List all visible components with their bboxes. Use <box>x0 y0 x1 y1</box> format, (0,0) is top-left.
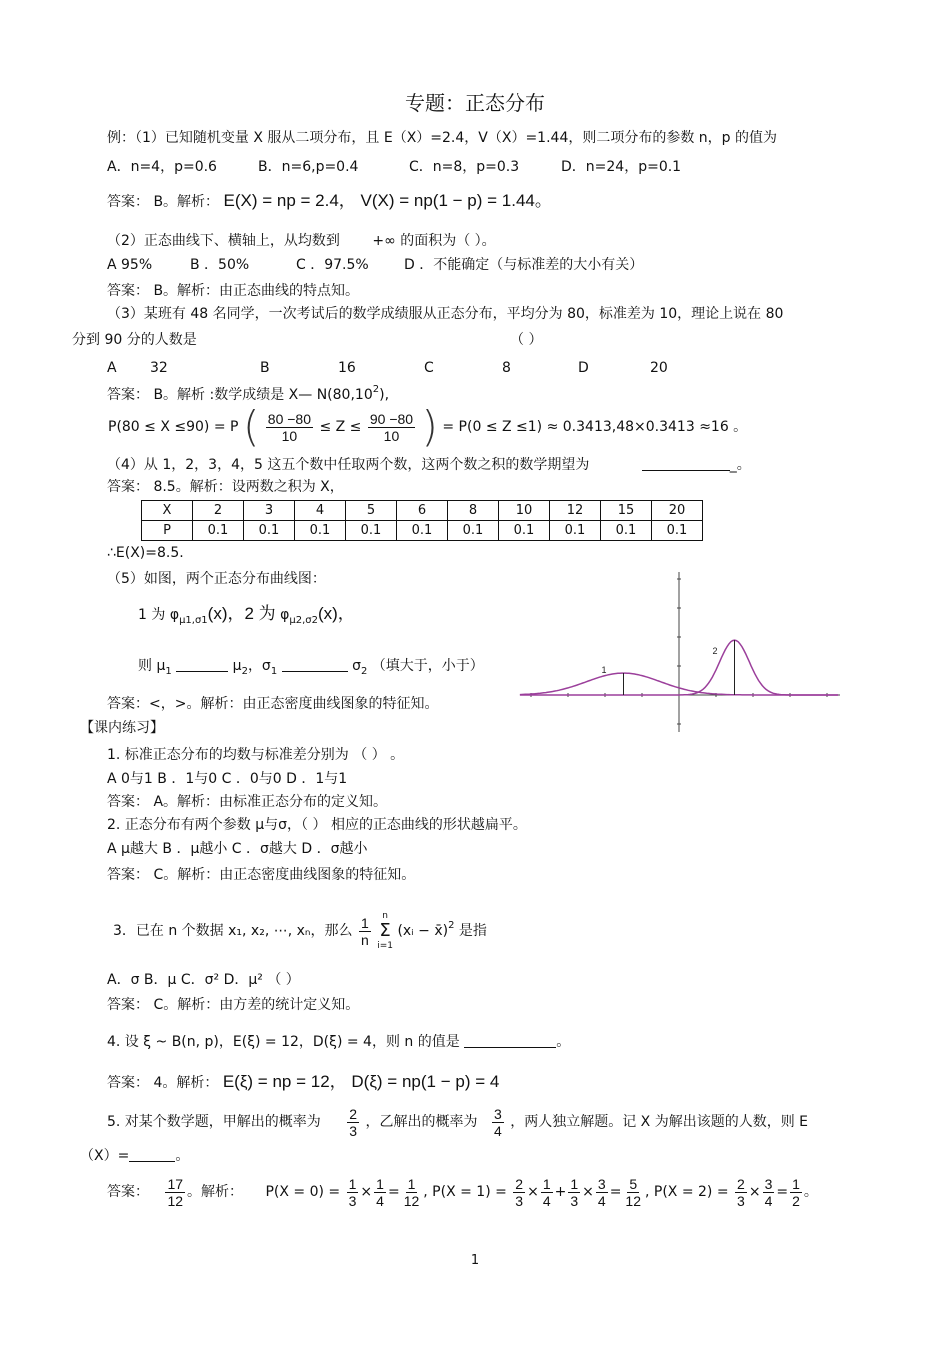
ex3-probability-formula: P(80 ≤ X ≤90) = P ( $\frac{80 -80}{10}$ ≤ Z ≤ $\frac{90 -80}{10}$ ) = P(0 ≤ Z ≤1) ≈ 0.3413,48×0.3413 ≈16 。 <box>108 402 748 451</box>
ex2-question: （2）正态曲线下、横轴上，从均数到 +∞ 的面积为（ ）。 <box>107 233 496 249</box>
p4-question: 4. 设 ξ ~ B(n, p)，E(ξ) = 12，D(ξ) = 4，则 n 的值是 。 <box>107 1034 571 1050</box>
sum-symbol: n Σ i=1 <box>377 911 393 951</box>
curve-2-label: 2 <box>712 646 718 657</box>
fraction: $\frac{2}{3}$ <box>349 1105 358 1139</box>
ex5-curve-defs: 1 为 $\varphi_{\mu 1,\sigma 1}(x)$，2 为 $\varphi_{\mu 2,\sigma 2}(x)$， <box>138 604 355 626</box>
fraction: $\frac{1}{n}$ <box>360 914 369 948</box>
ex1-question: 例：（1）已知随机变量 X 服从二项分布，且 E（X）=2.4，V（X）=1.44，则二项分布的参数 n，p 的值为 <box>107 130 778 146</box>
ex3-answer: 答案： B。解析 :数学成绩是 X— N(80,10$^2$), <box>107 384 390 403</box>
fraction: $\frac{1}{4}$ <box>542 1175 551 1209</box>
ex5-compare: 则 $\mu_1$ $\mu_2$，$\sigma_1$ $\sigma_2$ （填大于，小于） <box>138 658 484 677</box>
fraction: $\frac{1}{3}$ <box>570 1175 579 1209</box>
p5-question: 5. 对某个数学题，甲解出的概率为 $\frac{2}{3}$ ，乙解出的概率为 $\frac{3}{4}$ ，两人独立解题。记 X 为解出该题的人数，则 E <box>107 1105 809 1139</box>
answer-blank[interactable] <box>282 657 348 672</box>
fraction: $\frac{90 -80}{10}$ <box>369 410 414 444</box>
ex1-answer: 答案： B。解析： E(X) = np = 2.4， V(X) = np(1 − p) = 1.44。 <box>107 191 552 210</box>
page-number: 1 <box>470 1253 480 1268</box>
ex3-option-c-value: 8 <box>502 360 511 376</box>
p5-answer: 答案： $\frac{17}{12}$ 。解析： P(X = 0) = $\frac{1}{3}$ × $\frac{1}{4}$ = $\frac{1}{12}$ , P(X = 1) = $\frac{2}{3}$ × $\frac{1}{4}$ + $\frac{1}{3}$ × $\frac{3}{4}$ = $\frac{5}{12}$ , P(X = 2) = $\frac{2}{3}$ × $\frac{3}{4}$ = $\frac{1}{2}$ 。 <box>107 1175 818 1209</box>
answer-blank[interactable] <box>464 1033 556 1048</box>
ex1-option-a: A．n=4，p=0.6 <box>107 159 217 175</box>
p1-answer: 答案： A。解析：由标准正态分布的定义知。 <box>107 794 388 810</box>
p1-question: 1. 标准正态分布的均数与标准差分别为 （ ） 。 <box>107 747 405 763</box>
p2-question: 2. 正态分布有两个参数 μ与σ，（ ） 相应的正态曲线的形状越扁平。 <box>107 817 527 833</box>
p1-options: A 0与1 B ．1与0 C ．0与0 D ．1与1 <box>107 771 348 787</box>
fraction: $\frac{80 -80}{10}$ <box>267 410 311 444</box>
ex2-option-d: D ．不能确定（与标准差的大小有关） <box>404 257 644 273</box>
ex1-option-c: C．n=8，p=0.3 <box>409 159 520 175</box>
fraction: $\frac{1}{3}$ <box>348 1175 357 1209</box>
p4-answer: 答案： 4。解析： E(ξ) = np = 12， D(ξ) = np(1 − p) = 4 <box>107 1072 500 1091</box>
page-title: 专题：正态分布 <box>405 91 545 115</box>
ex2-option-c: C ．97.5% <box>296 257 369 273</box>
ex3-option-c: C <box>424 360 434 376</box>
fraction: $\frac{3}{4}$ <box>597 1175 606 1209</box>
ex2-option-a: A 95% <box>107 257 153 273</box>
fraction: $\frac{2}{3}$ <box>737 1175 745 1209</box>
table-row: X 2 3 4 5 6 8 10 12 15 20 <box>142 501 703 521</box>
p5-question-cont: （X）= 。 <box>80 1148 190 1164</box>
p2-options: A μ越大 B ．μ越小 C ．σ越大 D ．σ越小 <box>107 841 368 857</box>
ex3-question: （3）某班有 48 名同学，一次考试后的数学成绩服从正态分布，平均分为 80，标准差为 10，理论上说在 80 <box>107 306 784 322</box>
ex3-question-cont: 分到 90 分的人数是 <box>72 332 197 348</box>
ex2-answer: 答案： B。解析：由正态曲线的特点知。 <box>107 283 360 299</box>
practice-header: 【课内练习】 <box>80 720 164 736</box>
p2-answer: 答案： C。解析：由正态密度曲线图象的特征知。 <box>107 867 416 883</box>
p3-answer: 答案： C。解析：由方差的统计定义知。 <box>107 997 360 1013</box>
p3-options: A．σ B．μ C．σ² D．μ² （ ） <box>107 972 300 988</box>
ex1-option-d: D．n=24，p=0.1 <box>561 159 682 175</box>
fraction: $\frac{1}{12}$ <box>403 1175 420 1209</box>
ex3-option-a-value: 32 <box>150 360 168 376</box>
ex3-option-d: D <box>578 360 589 376</box>
ex3-paren: （ ） <box>510 332 543 348</box>
ex4-answer: 答案： 8.5。解析：设两数之积为 X， <box>107 479 344 495</box>
fraction: $\frac{17}{12}$ <box>167 1175 184 1209</box>
ex1-option-b: B．n=6,p=0.4 <box>258 159 359 175</box>
normal-curves-chart <box>518 570 843 735</box>
infinity-symbol: +∞ <box>372 233 396 249</box>
ex2-option-b: B ．50% <box>190 257 250 273</box>
distribution-table <box>141 500 703 541</box>
fraction: $\frac{1}{4}$ <box>376 1175 384 1209</box>
ex1-formula: E(X) = np = 2.4， V(X) = np(1 − p) = 1.44。 <box>223 191 552 210</box>
fraction: $\frac{3}{4}$ <box>764 1175 773 1209</box>
fraction: $\frac{2}{3}$ <box>515 1175 524 1209</box>
curve-1-label: 1 <box>601 665 607 676</box>
answer-blank[interactable] <box>642 456 730 471</box>
ex4-conclusion: ∴E(X)=8.5. <box>107 545 184 561</box>
ex5-answer: 答案：<，>。解析：由正态密度曲线图象的特征知。 <box>107 696 439 712</box>
fraction: $\frac{1}{2}$ <box>792 1175 800 1209</box>
ex3-option-d-value: 20 <box>650 360 668 376</box>
ex3-option-a: A <box>107 360 117 376</box>
ex3-option-b-value: 16 <box>338 360 356 376</box>
answer-blank[interactable] <box>176 657 228 672</box>
answer-blank[interactable] <box>129 1147 175 1162</box>
ex5-question: （5）如图，两个正态分布曲线图： <box>107 571 326 587</box>
table-row: P 0.1 0.1 0.1 0.1 0.1 0.1 0.1 0.1 0.1 0.1 <box>142 521 703 541</box>
p3-question: 3．已在 n 个数据 x₁, x₂, ⋯, xₙ，那么 $\frac{1}{n}$ n Σ i=1 (xᵢ − x̄)$^2$ 是指 <box>113 911 487 951</box>
fraction: $\frac{5}{12}$ <box>625 1175 641 1209</box>
fraction: $\frac{3}{4}$ <box>493 1105 502 1139</box>
ex4-question: （4）从 1，2，3，4，5 这五个数中任取两个数，这两个数之积的数学期望为 _。 <box>107 457 751 473</box>
ex3-option-b: B <box>260 360 270 376</box>
